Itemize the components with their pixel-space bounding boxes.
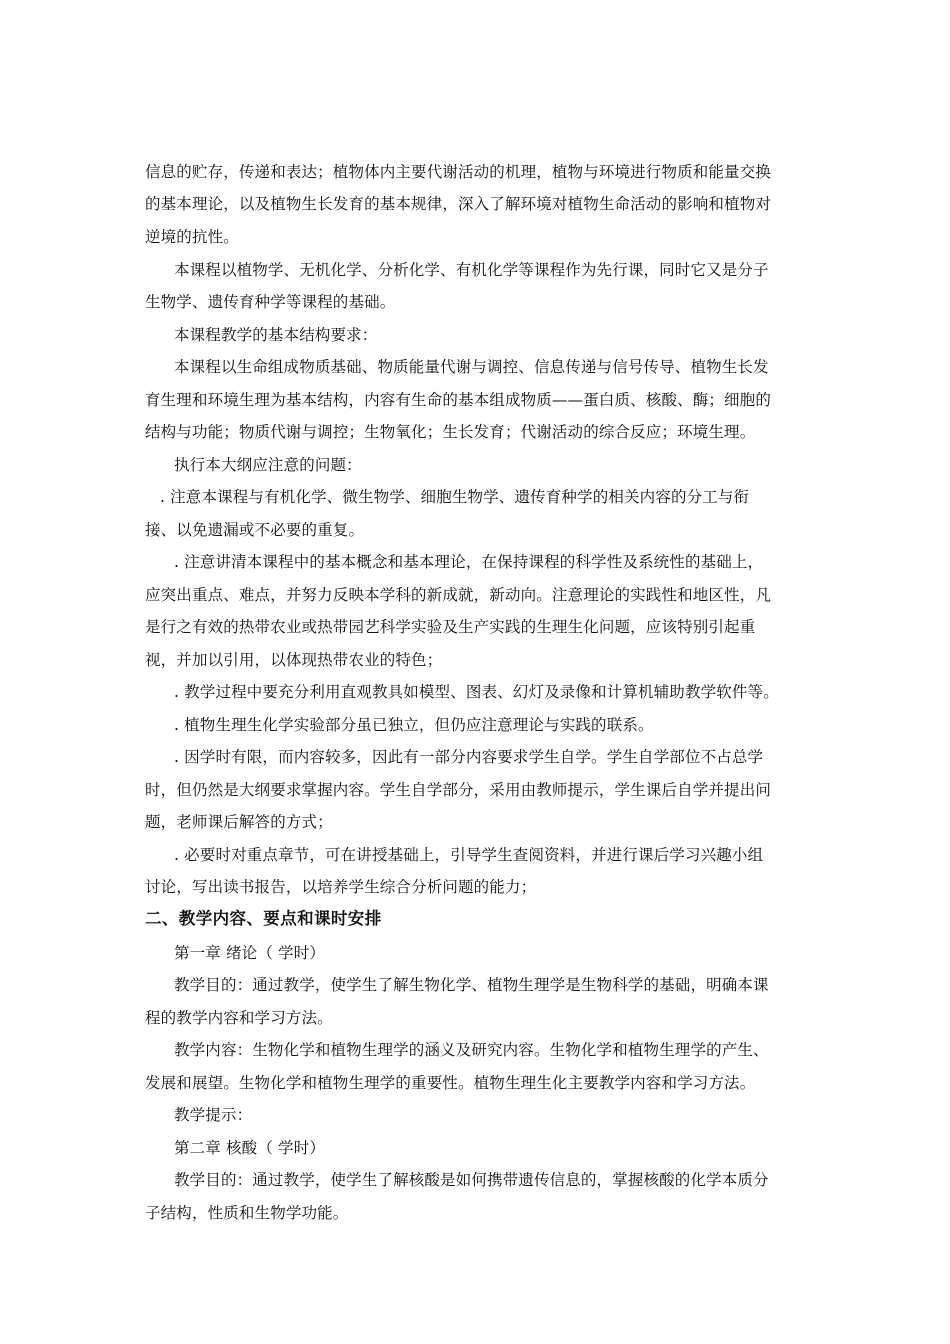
- list-item-line: 接、以免遗漏或不必要的重复。: [145, 521, 365, 539]
- paragraph-line: 发展和展望。生物化学和植物生理学的重要性。植物生理生化主要教学内容和学习方法。: [145, 1074, 756, 1092]
- list-item-line: 应突出重点、难点，并努力反映本学科的新成就，新动向。注意理论的实践性和地区性，凡: [145, 586, 772, 604]
- list-item-line: . 植物生理生化学实验部分虽已独立，但仍应注意理论与实践的联系。: [174, 716, 654, 734]
- list-item-line: 视，并加以引用，以体现热带农业的特色；: [145, 651, 443, 669]
- paragraph-line: 育生理和环境生理为基本结构，内容有生命的基本组成物质——蛋白质、核酸、酶；细胞的: [145, 391, 772, 409]
- chapter-title: 第一章 绪论（ 学时）: [174, 944, 326, 962]
- paragraph-line: 本课程教学的基本结构要求：: [174, 326, 378, 344]
- paragraph-line: 程的教学内容和学习方法。: [145, 1009, 333, 1027]
- list-item-line: . 注意讲清本课程中的基本概念和基本理论，在保持课程的科学性及系统性的基础上，: [174, 553, 764, 571]
- section-heading: 二、教学内容、要点和课时安排: [145, 909, 382, 928]
- list-item-line: . 教学过程中要充分利用直观教具如模型、图表、幻灯及录像和计算机辅助教学软件等。: [174, 683, 779, 701]
- paragraph-line: 本课程以植物学、无机化学、分析化学、有机化学等课程作为先行课，同时它又是分子: [174, 261, 769, 279]
- paragraph-line: 教学内容：生物化学和植物生理学的涵义及研究内容。生物化学和植物生理学的产生、: [174, 1041, 769, 1059]
- list-item-line: 题，老师课后解答的方式；: [145, 813, 333, 831]
- paragraph-line: 教学目的：通过教学，使学生了解核酸是如何携带遗传信息的，掌握核酸的化学本质分: [174, 1171, 769, 1189]
- list-item-line: . 因学时有限，而内容较多，因此有一部分内容要求学生自学。学生自学部位不占总学: [174, 748, 764, 766]
- chapter-title: 第二章 核酸（ 学时）: [174, 1139, 326, 1157]
- list-item-line: 是行之有效的热带农业或热带园艺科学实验及生产实践的生理生化问题，应该特别引起重: [145, 618, 756, 636]
- list-item-line: 讨论，写出读书报告，以培养学生综合分析问题的能力；: [145, 878, 537, 896]
- paragraph-line: 的基本理论，以及植物生长发育的基本规律，深入了解环境对植物生命活动的影响和植物对: [145, 195, 772, 213]
- paragraph-line: 本课程以生命组成物质基础、物质能量代谢与调控、信息传递与信号传导、植物生长发: [174, 358, 769, 376]
- paragraph-line: 教学目的：通过教学，使学生了解生物化学、植物生理学是生物科学的基础，明确本课: [174, 976, 769, 994]
- paragraph-line: 结构与功能；物质代谢与调控；生物氧化；生长发育；代谢活动的综合反应；环境生理。: [145, 423, 756, 441]
- list-item-line: 时，但仍然是大纲要求掌握内容。学生自学部分，采用由教师提示，学生课后自学并提出问: [145, 781, 772, 799]
- paragraph-line: 逆境的抗性。: [145, 228, 239, 246]
- paragraph-line: 子结构，性质和生物学功能。: [145, 1204, 349, 1222]
- paragraph-line: 执行本大纲应注意的问题：: [174, 456, 362, 474]
- list-item-line: . 必要时对重点章节，可在讲授基础上，引导学生查阅资料，并进行课后学习兴趣小组: [174, 846, 764, 864]
- paragraph-line: 生物学、遗传育种学等课程的基础。: [145, 293, 396, 311]
- list-item-line: . 注意本课程与有机化学、微生物学、细胞生物学、遗传育种学的相关内容的分工与衔: [160, 488, 750, 506]
- paragraph-line: 教学提示：: [174, 1106, 253, 1124]
- paragraph-line: 信息的贮存，传递和表达；植物体内主要代谢活动的机理，植物与环境进行物质和能量交换: [145, 163, 772, 181]
